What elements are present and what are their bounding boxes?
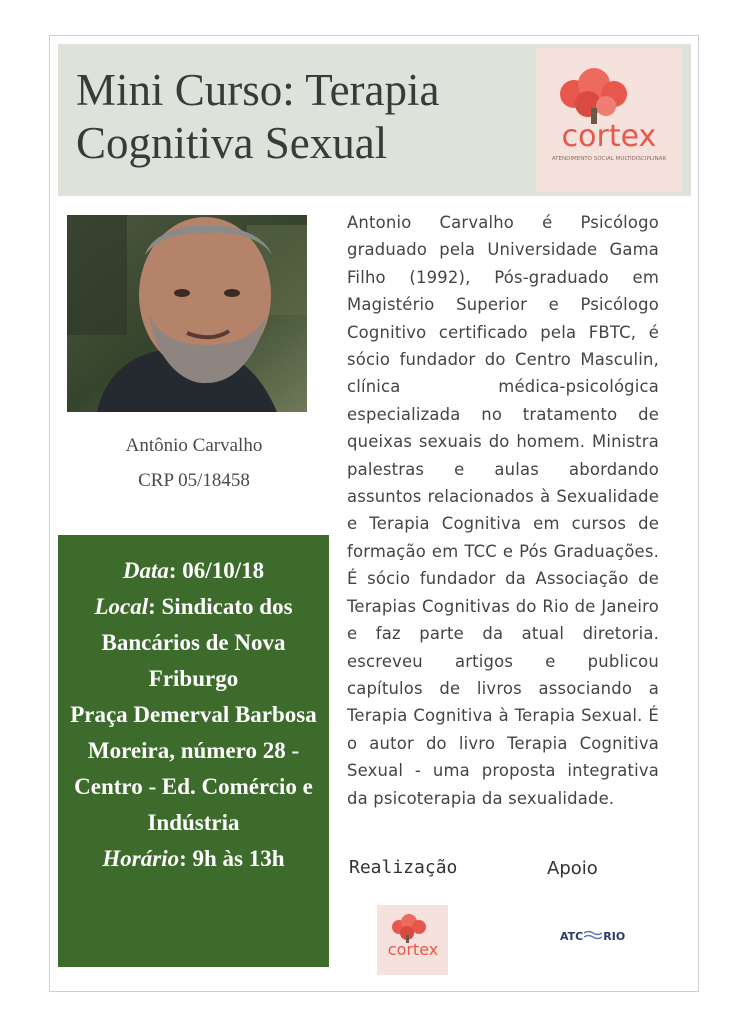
speaker-name: Antônio Carvalho: [125, 435, 263, 456]
event-local: [64, 589, 323, 697]
atc-text: ATC: [560, 930, 584, 943]
rio-text: RIO: [603, 930, 626, 943]
event-details-box: [58, 535, 329, 967]
svg-text:cortex: cortex: [561, 119, 657, 154]
apoio-label: Apoio: [547, 858, 598, 879]
date-value: : 06/10/18: [168, 558, 265, 583]
svg-text:ATENDIMENTO SOCIAL MULTIDISCIP: ATENDIMENTO SOCIAL MULTIDISCIPLINAR: [551, 156, 667, 162]
cortex-small-logo: [377, 905, 448, 975]
title-line-1: Mini Curso: Terapia: [76, 65, 440, 115]
speaker-crp: CRP 05/18458: [138, 470, 250, 491]
cortex-logo-icon: [536, 48, 682, 192]
realizacao-label: Realização: [349, 857, 458, 878]
cortex-small-logo-icon: [377, 905, 448, 975]
page-title: [76, 64, 516, 170]
cortex-logo: [536, 48, 682, 192]
time-value: : 9h às 13h: [179, 846, 285, 871]
wave-icon: [584, 930, 602, 943]
title-line-2: Cognitiva Sexual: [76, 118, 388, 168]
atc-rio-logo: [560, 930, 625, 943]
event-time: [64, 841, 323, 877]
event-address: Praça Demerval Barbosa Moreira, número 28 - Centro - Ed. Comércio e Indústria: [70, 702, 317, 835]
time-label: Horário: [102, 846, 180, 871]
speaker-bio: Antonio Carvalho é Psicólogo graduado pela Universidade Gama Filho (1992), Pós-graduado em Magistério Superior e Psicólogo Cognitivo certificado pela FBTC, é sócio fundador do Centro Masculin, clínica médica-psicológica especializada no tratamento de queixas sexuais do homem. Ministra palestras e aulas abordando assuntos relacionados à Sexualidade e Terapia Cognitiva em cursos de formação em TCC e Pós Graduações. É sócio fundador da Associação de Terapias Cognitivas do Rio de Janeiro e faz parte da atual diretoria. escreveu artigos e publicou capítulos de livros associando a Terapia Cognitiva à Terapia Sexual. É o autor do livro Terapia Cognitiva Sexual - uma proposta integrativa da psicoterapia da sexualidade.: [347, 213, 659, 808]
svg-text:cortex: cortex: [387, 940, 439, 959]
date-label: Data: [122, 558, 169, 583]
speaker-photo: [67, 215, 307, 412]
event-date: [64, 553, 323, 589]
local-label: Local: [94, 594, 149, 619]
local-value: : Sindicato dos Bancários de Nova Friburgo: [101, 594, 293, 691]
